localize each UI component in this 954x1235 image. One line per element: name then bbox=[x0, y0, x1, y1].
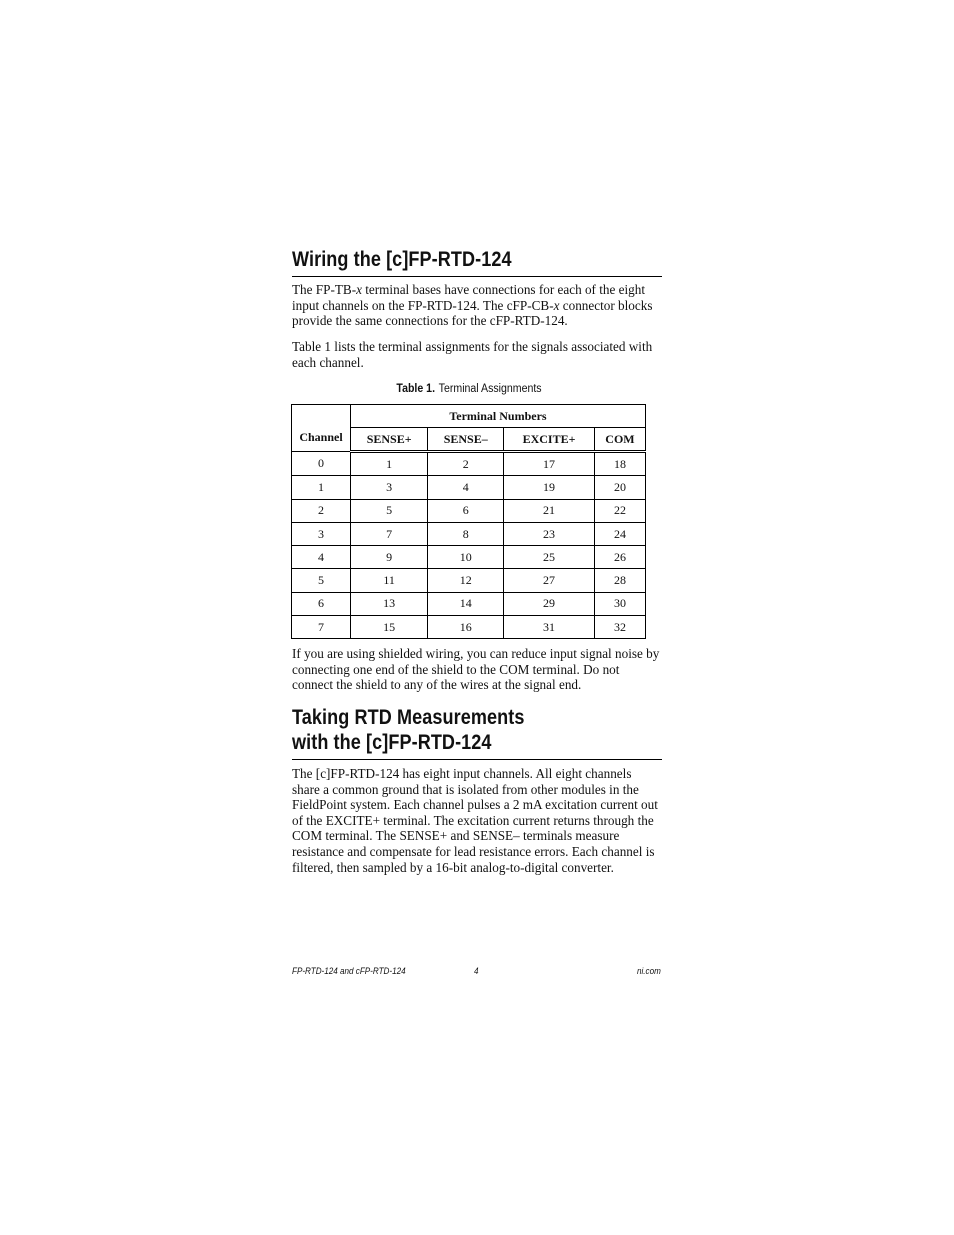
table-row bbox=[292, 616, 646, 639]
heading-text: Wiring the [c]FP-RTD-124 bbox=[292, 248, 512, 271]
table-cell: 1 bbox=[351, 452, 428, 476]
table-cell: 24 bbox=[594, 522, 645, 545]
table-cell: 4 bbox=[292, 546, 351, 569]
text-run: terminal bases have connections for each of the eight input channels on the FP-RTD-124. The cFP-CB- bbox=[292, 282, 646, 313]
table-cell: 28 bbox=[594, 569, 645, 592]
paragraph-measurements bbox=[292, 766, 662, 875]
table-cell: 0 bbox=[292, 452, 351, 476]
table-cell: 31 bbox=[504, 616, 595, 639]
table-row bbox=[292, 499, 646, 522]
section-heading-wiring bbox=[292, 247, 662, 272]
table-cell: 17 bbox=[504, 452, 595, 476]
table-row bbox=[292, 522, 646, 545]
table-cell: 30 bbox=[594, 592, 645, 615]
heading-line-1: Taking RTD Measurements bbox=[292, 706, 525, 729]
caption-label: Table 1. bbox=[396, 383, 436, 395]
header-channel: Channel bbox=[292, 405, 351, 452]
table-cell: 25 bbox=[504, 546, 595, 569]
paragraph-text: The [c]FP-RTD-124 has eight input channels. All eight channels share a common ground that is isolated from other modules in the FieldPoint system. Each channel pulses a 2 mA excitation current out of the EXCITE+ terminal. The excitation current returns through the COM terminal. The SENSE+ and SENSE– terminals measure resistance and compensate for lead resistance errors. Each channel is filtered, then sampled by a 16-bit analog-to-digital converter. bbox=[292, 766, 658, 875]
table-row bbox=[292, 476, 646, 499]
text-run: connector blocks provide the same connections for the cFP-RTD-124. bbox=[292, 297, 653, 329]
italic-x: x bbox=[553, 297, 560, 313]
header-excite-plus: EXCITE+ bbox=[504, 428, 595, 452]
heading-rule bbox=[292, 276, 662, 277]
header-sense-plus: SENSE+ bbox=[351, 428, 428, 452]
table-cell: 5 bbox=[351, 499, 428, 522]
table-cell: 5 bbox=[292, 569, 351, 592]
table-cell: 16 bbox=[428, 616, 504, 639]
italic-x: x bbox=[356, 282, 362, 297]
table-cell: 6 bbox=[428, 499, 504, 522]
table-cell: 12 bbox=[428, 569, 504, 592]
table-cell: 1 bbox=[292, 476, 351, 499]
table-cell: 11 bbox=[351, 569, 428, 592]
table-cell: 3 bbox=[292, 522, 351, 545]
table-cell: 23 bbox=[504, 522, 595, 545]
table-cell: 8 bbox=[428, 522, 504, 545]
paragraph-text: If you are using shielded wiring, you can reduce input signal noise by connecting one end of the shield to the COM terminal. Do not connect the shield to any of the wires at the signal end. bbox=[292, 646, 660, 693]
table-cell: 18 bbox=[594, 452, 645, 476]
paragraph-text: Table 1 lists the terminal assignments for the signals associated with each channel. bbox=[292, 339, 653, 370]
footer-page-number: 4 bbox=[474, 966, 479, 976]
caption-text: Terminal Assignments bbox=[438, 383, 542, 395]
table-cell: 10 bbox=[428, 546, 504, 569]
table-cell: 20 bbox=[594, 476, 645, 499]
table-cell: 9 bbox=[351, 546, 428, 569]
footer-left: FP-RTD-124 and cFP-RTD-124 bbox=[292, 966, 406, 976]
heading-line-2: with the [c]FP-RTD-124 bbox=[292, 731, 492, 754]
table-cell: 27 bbox=[504, 569, 595, 592]
table-cell: 2 bbox=[292, 499, 351, 522]
table-cell: 6 bbox=[292, 592, 351, 615]
heading-rule bbox=[292, 759, 662, 760]
table-row bbox=[292, 546, 646, 569]
table-cell: 19 bbox=[504, 476, 595, 499]
footer-right: ni.com bbox=[637, 966, 661, 976]
header-com: COM bbox=[594, 428, 645, 452]
table-cell: 2 bbox=[428, 452, 504, 476]
text-run: The FP-TB- bbox=[292, 282, 357, 297]
table-cell: 21 bbox=[504, 499, 595, 522]
header-terminal-numbers: Terminal Numbers bbox=[351, 405, 646, 428]
table-cell: 26 bbox=[594, 546, 645, 569]
table-caption bbox=[306, 383, 632, 395]
section-heading-measurements bbox=[292, 705, 662, 755]
table-cell: 15 bbox=[351, 616, 428, 639]
table-row bbox=[292, 592, 646, 615]
table-cell: 32 bbox=[594, 616, 645, 639]
table-cell: 4 bbox=[428, 476, 504, 499]
table-cell: 7 bbox=[292, 616, 351, 639]
table-cell: 29 bbox=[504, 592, 595, 615]
paragraph-table-intro bbox=[292, 339, 662, 370]
paragraph-wiring-intro bbox=[292, 282, 662, 329]
table-cell: 22 bbox=[594, 499, 645, 522]
table-cell: 3 bbox=[351, 476, 428, 499]
table-cell: 7 bbox=[351, 522, 428, 545]
table-row bbox=[292, 452, 646, 476]
paragraph-shielding bbox=[292, 646, 662, 693]
table-cell: 14 bbox=[428, 592, 504, 615]
header-sense-minus: SENSE– bbox=[428, 428, 504, 452]
terminal-assignments-table bbox=[291, 404, 646, 639]
table-cell: 13 bbox=[351, 592, 428, 615]
table-row bbox=[292, 569, 646, 592]
